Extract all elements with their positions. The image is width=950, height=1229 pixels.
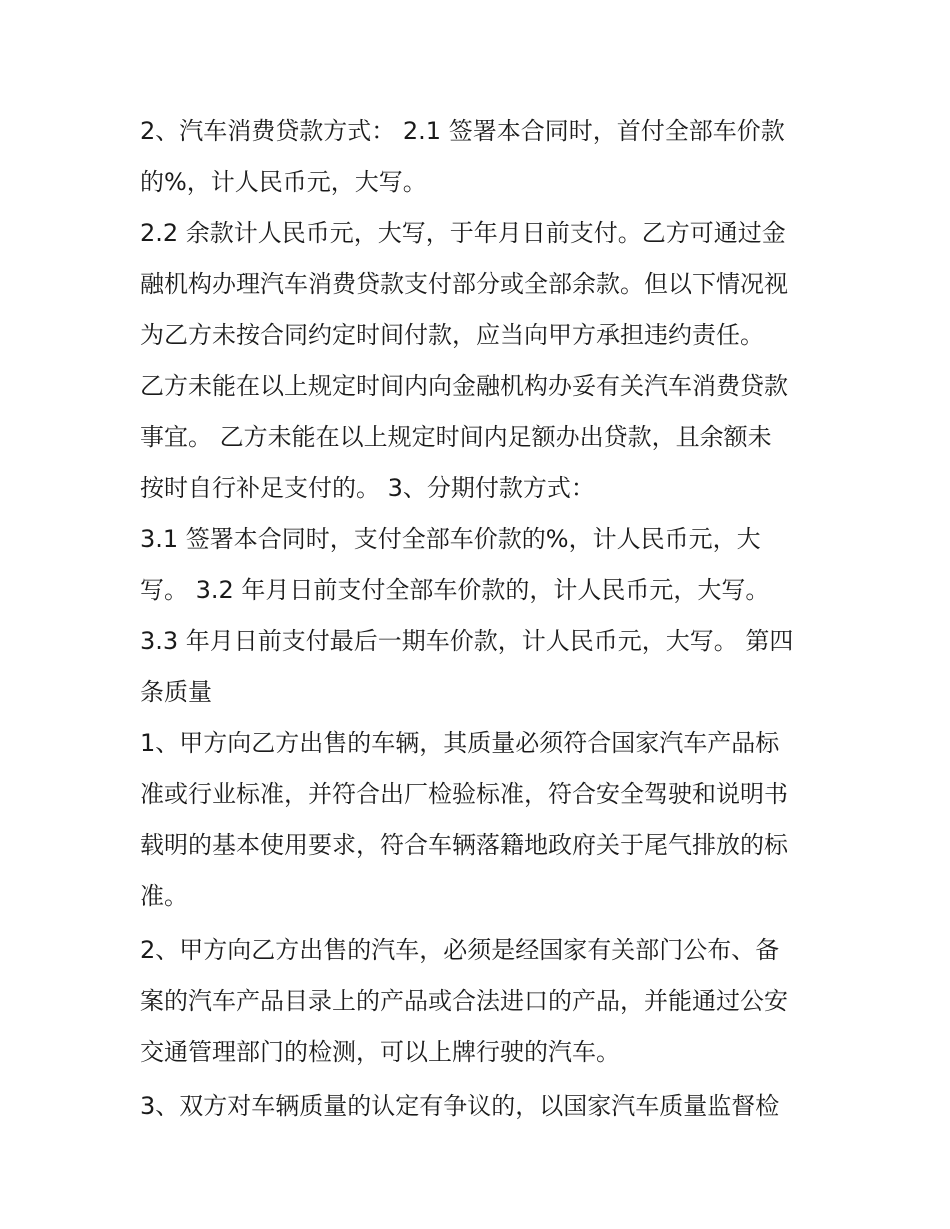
text-line: 乙方未能在以上规定时间内向金融机构办妥有关汽车消费贷款 (140, 372, 788, 400)
text-line: 事宜。 乙方未能在以上规定时间内足额办出贷款，且余额未 (140, 423, 772, 451)
text-line: 准或行业标准，并符合出厂检验标准，符合安全驾驶和说明书 (140, 780, 788, 808)
text-line: 为乙方未按合同约定时间付款，应当向甲方承担违约责任。 (140, 321, 764, 349)
text-line: 载明的基本使用要求，符合车辆落籍地政府关于尾气排放的标 (140, 831, 788, 859)
text-line: 条质量 (140, 678, 212, 706)
text-line: 准。 (140, 882, 188, 910)
text-line: 2.2 余款计人民币元，大写，于年月日前支付。乙方可通过金 (140, 219, 786, 247)
text-line: 写。 3.2 年月日前支付全部车价款的，计人民币元，大写。 (140, 576, 770, 604)
text-line: 3.3 年月日前支付最后一期车价款，计人民币元，大写。 第四 (140, 627, 794, 655)
text-line: 1、甲方向乙方出售的车辆，其质量必须符合国家汽车产品标 (140, 729, 780, 757)
text-line: 案的汽车产品目录上的产品或合法进口的产品，并能通过公安 (140, 987, 788, 1015)
text-line: 3、双方对车辆质量的认定有争议的，以国家汽车质量监督检 (140, 1092, 780, 1120)
text-line: 2、汽车消费贷款方式： 2.1 签署本合同时，首付全部车价款 (140, 117, 785, 145)
text-line: 交通管理部门的检测，可以上牌行驶的汽车。 (140, 1038, 620, 1066)
text-line: 3.1 签署本合同时，支付全部车价款的%，计人民币元，大 (140, 525, 761, 553)
text-line: 融机构办理汽车消费贷款支付部分或全部余款。但以下情况视 (140, 270, 788, 298)
text-line: 按时自行补足支付的。 3、分期付款方式： (140, 474, 595, 502)
text-line: 2、甲方向乙方出售的汽车，必须是经国家有关部门公布、备 (140, 936, 780, 964)
text-line: 的%，计人民币元，大写。 (140, 168, 427, 196)
contract-text (140, 106, 830, 1132)
